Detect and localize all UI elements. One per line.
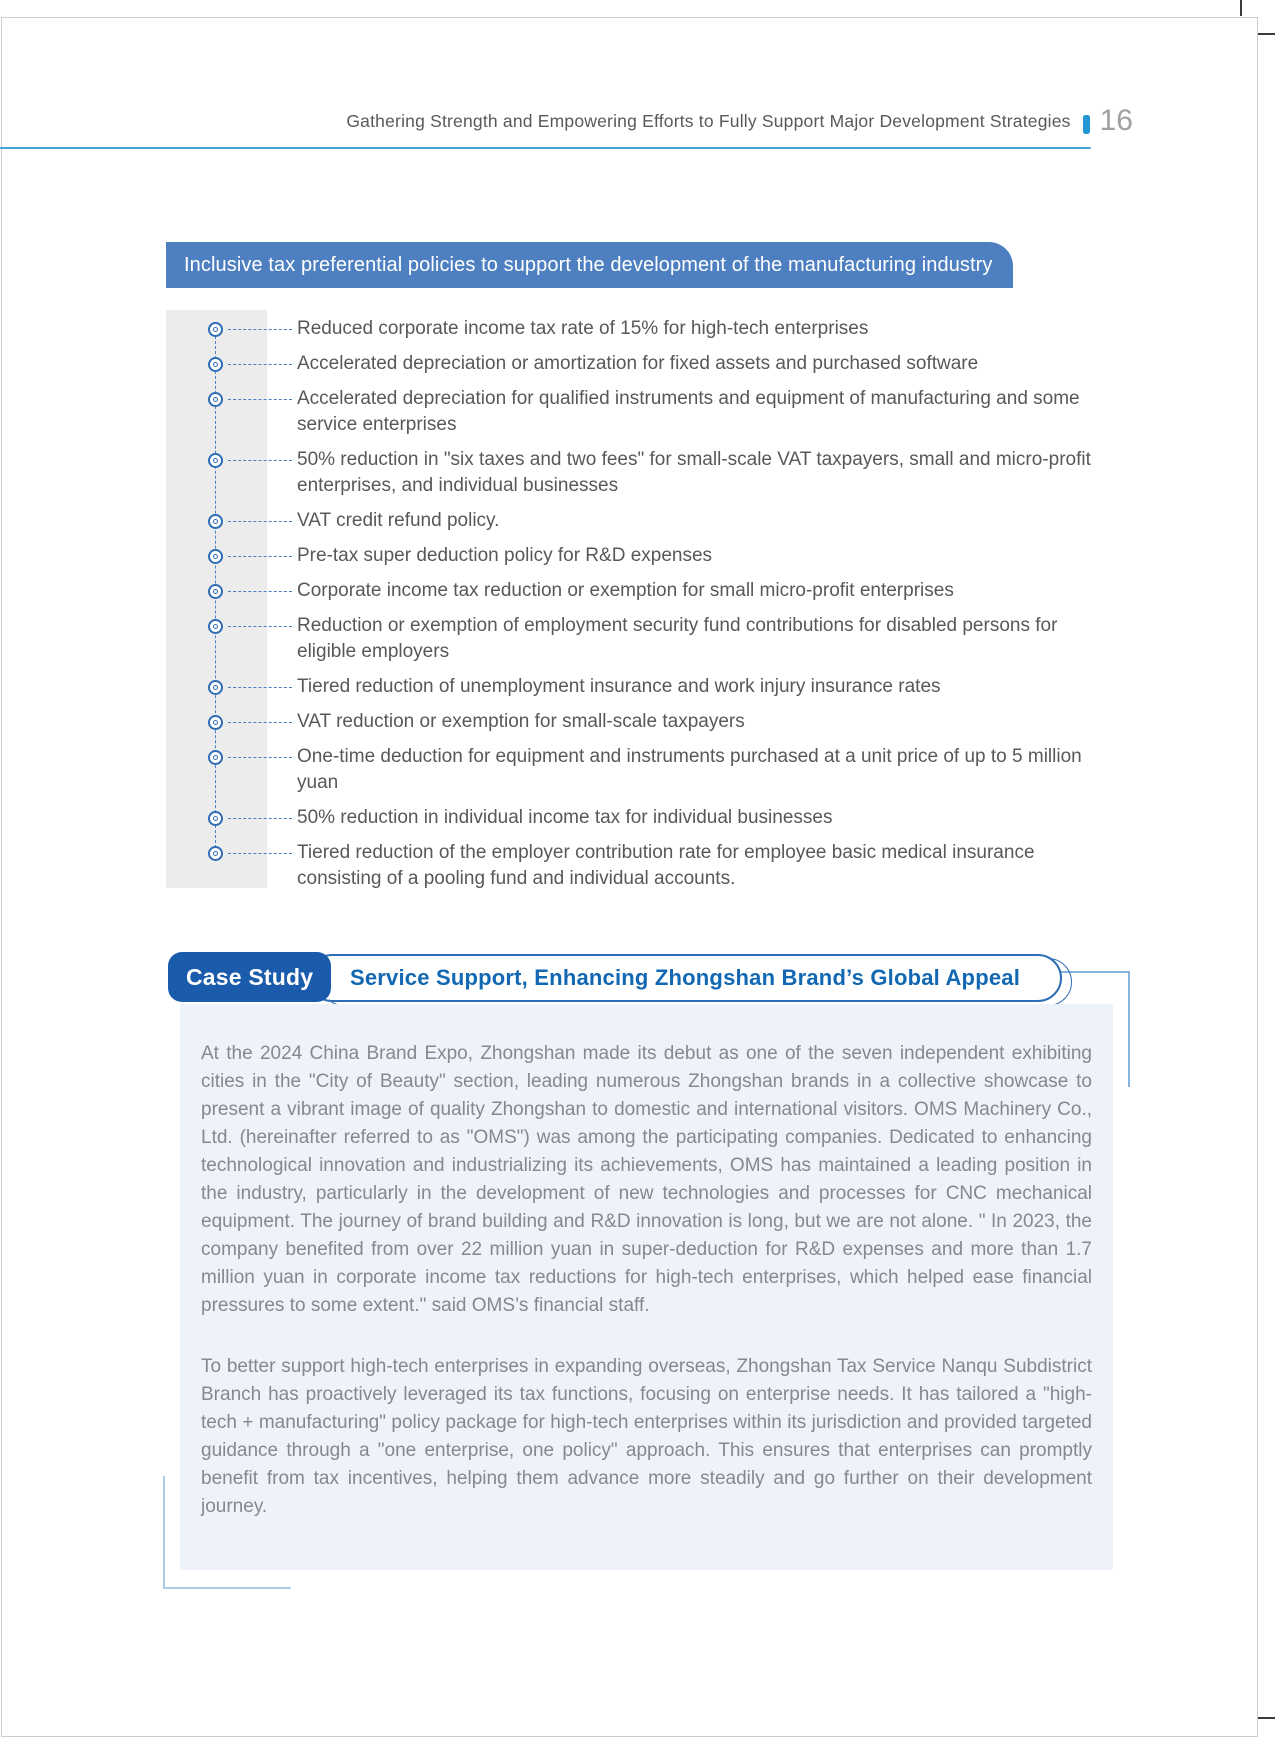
policy-list-item	[166, 351, 1118, 377]
policy-list-item	[166, 709, 1118, 735]
policy-bullet-icon	[208, 715, 223, 730]
policy-item-text: One-time deduction for equipment and instruments purchased at a unit price of up to 5 million yuan	[297, 746, 1082, 793]
header-title: Gathering Strength and Empowering Efforts to Fully Support Major Development Strategies	[346, 110, 1071, 131]
case-title: Service Support, Enhancing Zhongshan Brand’s Global Appeal	[349, 965, 1021, 990]
case-paragraph: At the 2024 China Brand Expo, Zhongshan made its debut as one of the seven independent exhibiting cities in the "City of Beauty" section, leading numerous Zhongshan brands in a collective showcase to present a vibrant image of quality Zhongshan to domestic and international visitors. OMS Machinery Co., Ltd. (hereinafter referred to as "OMS") was among the participating companies. Dedicated to enhancing technological innovation and industrializing its achievements, OMS has maintained a leading position in the industry, particularly in the development of new technologies and processes for CNC mechanical equipment. The journey of brand building and R&D innovation is long, but we are not alone. " In 2023, the company benefited from over 22 million yuan in super-deduction for R&D expenses and more than 1.7 million yuan in corporate income tax reductions for high-tech enterprises, which helped ease financial pressures to some extent." said OMS’s financial staff.	[201, 1043, 1092, 1316]
policy-bullet-inner-icon	[213, 851, 218, 856]
policy-bullet-inner-icon	[213, 458, 218, 463]
policy-bullet-icon	[208, 453, 223, 468]
policy-item-text: Tiered reduction of the employer contribution rate for employee basic medical insurance consisting of a pooling fund and individual accounts.	[297, 842, 1035, 889]
policy-dash-connector	[228, 591, 292, 592]
case-study-badge	[168, 952, 331, 1002]
policy-list-item	[166, 578, 1118, 604]
decor-line-left-horizontal	[163, 1587, 291, 1589]
policy-item-text: Pre-tax super deduction policy for R&D expenses	[297, 545, 713, 566]
policy-list-item	[166, 386, 1118, 438]
policy-dash-connector	[228, 626, 292, 627]
policy-bullet-inner-icon	[213, 624, 218, 629]
policy-item-text: Corporate income tax reduction or exemption for small micro-profit enterprises	[297, 580, 954, 601]
policy-list	[166, 316, 1118, 901]
policy-dash-connector	[228, 460, 292, 461]
policy-item-text: 50% reduction in "six taxes and two fees" for small-scale VAT taxpayers, small and micro-profit enterprises, and individual businesses	[297, 449, 1091, 496]
case-study-box	[180, 1004, 1113, 1570]
policy-bullet-inner-icon	[213, 397, 218, 402]
policy-dash-connector	[228, 556, 292, 557]
policy-bullet-icon	[208, 549, 223, 564]
policy-list-item	[166, 316, 1118, 342]
policy-bullet-inner-icon	[213, 362, 218, 367]
policy-list-item	[166, 744, 1118, 796]
policy-dash-connector	[228, 521, 292, 522]
case-paragraph: To better support high-tech enterprises in expanding overseas, Zhongshan Tax Service Nanqu Subdistrict Branch has proactively leveraged its tax functions, focusing on enterprise needs. It has tailored a "high-tech + manufacturing" policy package for high-tech enterprises within its jurisdiction and provided targeted guidance through a "one enterprise, one policy" approach. This ensures that enterprises can promptly benefit from tax incentives, helping them advance more steadily and go further on their development journey.	[201, 1356, 1092, 1517]
case-title-pill	[308, 954, 1062, 1002]
policy-item-text: Accelerated depreciation for qualified instruments and equipment of manufacturing and some service enterprises	[297, 388, 1080, 435]
header-rule	[0, 147, 1091, 149]
policy-dash-connector	[228, 757, 292, 758]
crop-mark-right-bottom	[1258, 1717, 1275, 1719]
policy-item-text: VAT credit refund policy.	[297, 510, 500, 531]
policy-bullet-icon	[208, 619, 223, 634]
case-study-badge-label: Case Study	[186, 963, 314, 990]
policy-bullet-icon	[208, 584, 223, 599]
policy-dash-connector	[228, 364, 292, 365]
policy-dash-connector	[228, 818, 292, 819]
policy-dash-connector	[228, 687, 292, 688]
header-accent-bar-icon	[1083, 115, 1090, 134]
policy-list-item	[166, 840, 1118, 892]
policy-item-text: Tiered reduction of unemployment insurance and work injury insurance rates	[297, 676, 941, 697]
decor-line-right-vertical	[1128, 971, 1130, 1087]
page-number: 16	[1099, 104, 1133, 137]
policy-bullet-inner-icon	[213, 816, 218, 821]
policy-item-text: Reduced corporate income tax rate of 15% for high-tech enterprises	[297, 318, 869, 339]
policy-bullet-icon	[208, 811, 223, 826]
page-header	[0, 104, 1133, 138]
policy-dash-connector	[228, 722, 292, 723]
policy-item-text: VAT reduction or exemption for small-scale taxpayers	[297, 711, 745, 732]
policy-list-item	[166, 543, 1118, 569]
policy-item-text: Reduction or exemption of employment security fund contributions for disabled persons for eligible employers	[297, 615, 1058, 662]
section-banner	[166, 242, 1013, 288]
section-banner-title: Inclusive tax preferential policies to support the development of the manufacturing industry	[184, 253, 993, 276]
policy-list-item	[166, 447, 1118, 499]
policy-dash-connector	[228, 399, 292, 400]
policy-dash-connector	[228, 853, 292, 854]
policy-bullet-icon	[208, 750, 223, 765]
policy-bullet-icon	[208, 514, 223, 529]
crop-mark-right-top	[1258, 33, 1275, 35]
policy-list-item	[166, 613, 1118, 665]
policy-item-text: Accelerated depreciation or amortization for fixed assets and purchased software	[297, 353, 979, 374]
policy-bullet-inner-icon	[213, 519, 218, 524]
crop-mark-top	[1240, 0, 1242, 16]
policy-bullet-icon	[208, 357, 223, 372]
policy-bullet-icon	[208, 846, 223, 861]
decor-line-left-vertical	[163, 1476, 165, 1589]
policy-list-item	[166, 508, 1118, 534]
policy-bullet-icon	[208, 680, 223, 695]
policy-bullet-icon	[208, 322, 223, 337]
policy-bullet-inner-icon	[213, 720, 218, 725]
policy-dash-connector	[228, 329, 292, 330]
policy-bullet-icon	[208, 392, 223, 407]
policy-bullet-inner-icon	[213, 755, 218, 760]
policy-bullet-inner-icon	[213, 327, 218, 332]
policy-bullet-inner-icon	[213, 589, 218, 594]
policy-list-item	[166, 805, 1118, 831]
policy-item-text: 50% reduction in individual income tax for individual businesses	[297, 807, 833, 828]
policy-list-item	[166, 674, 1118, 700]
policy-bullet-inner-icon	[213, 554, 218, 559]
policy-bullet-inner-icon	[213, 685, 218, 690]
